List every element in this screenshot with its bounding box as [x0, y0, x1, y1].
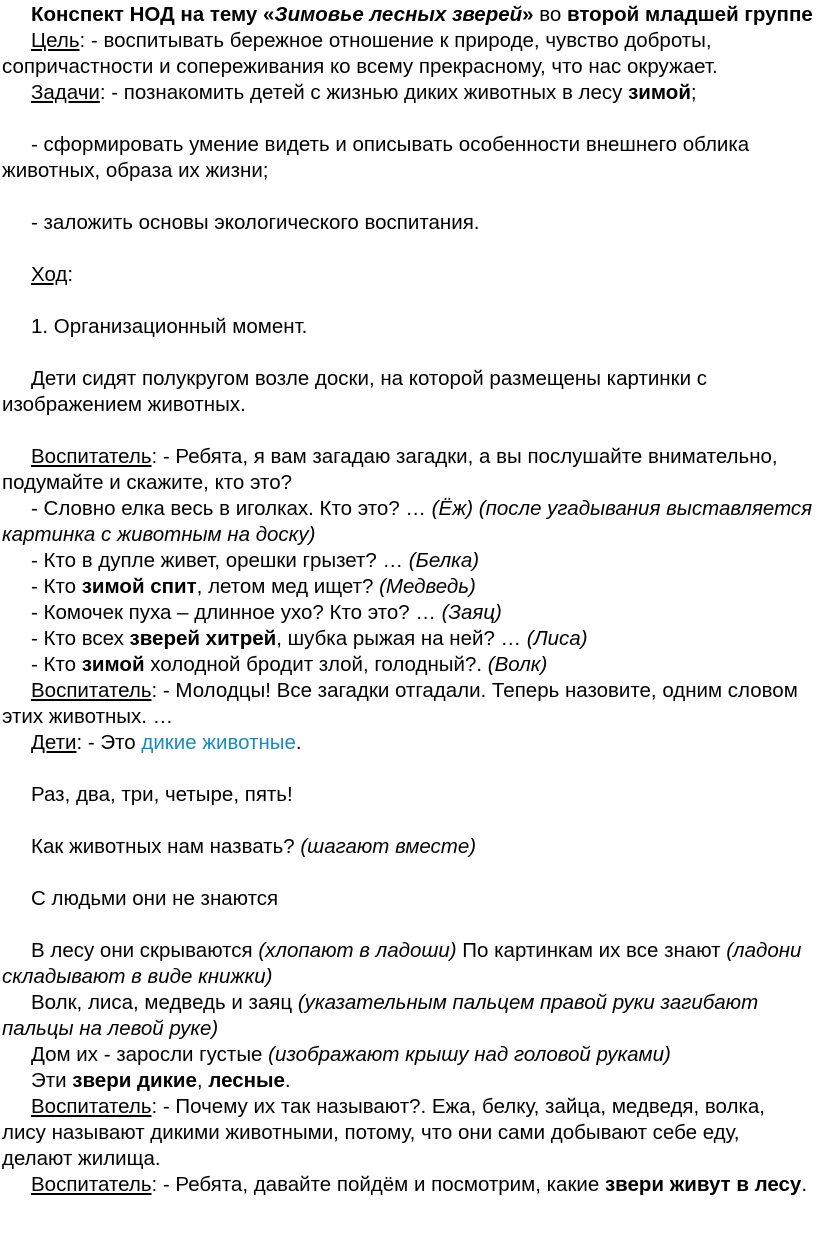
title-group: второй младшей группе	[567, 3, 813, 26]
task-item: - заложить основы экологического воспитания.	[31, 211, 480, 234]
poem-note: (указательным пальцем правой руки загибают пальцы на левой руке)	[2, 991, 759, 1040]
course-colon: :	[67, 263, 74, 286]
riddle-line	[2, 574, 814, 600]
kids-line	[2, 730, 814, 756]
poem-bold: лесные	[208, 1069, 285, 1092]
goal-label: Цель	[31, 29, 80, 52]
riddle-answer: (Заяц)	[441, 601, 502, 624]
poem-line	[2, 938, 814, 990]
speaker-label: Воспитатель	[31, 445, 152, 468]
poem-text: Эти	[31, 1069, 73, 1092]
riddle-line	[2, 548, 814, 574]
document-page	[2, 2, 814, 1198]
poem-text: Как животных нам назвать?	[31, 835, 301, 858]
poem-text: В лесу они скрываются	[31, 939, 259, 962]
poem-text: .	[284, 1069, 291, 1092]
riddle-text: - Кто	[31, 653, 82, 676]
riddle-text: - Кто	[31, 575, 82, 598]
title-part: во	[533, 3, 568, 26]
poem-bold: звери дикие	[72, 1069, 197, 1092]
poem-note: (хлопают в ладоши)	[258, 939, 457, 962]
riddle-line	[2, 652, 814, 678]
teacher-line	[2, 1094, 814, 1172]
riddle-line	[2, 496, 814, 548]
tasks-bold: зимой	[628, 81, 691, 104]
poem-text: По картинкам их все знают	[456, 939, 727, 962]
riddle-text: - Кто всех	[31, 627, 130, 650]
step-heading: 1. Организационный момент.	[31, 315, 308, 338]
riddle-text: - Словно елка весь в иголках. Кто это? …	[31, 497, 432, 520]
course-heading	[2, 262, 814, 288]
tasks-text: : - познакомить детей с жизнью диких животных в лесу	[99, 81, 629, 104]
speaker-text: : - Ребята, давайте пойдём и посмотрим, какие	[151, 1173, 605, 1196]
riddle-answer: (Белка)	[408, 549, 480, 572]
teacher-line	[2, 678, 814, 730]
teacher-line	[2, 1172, 814, 1198]
teacher-line	[2, 444, 814, 496]
title-part: »	[522, 3, 534, 26]
riddle-text: холодной бродит злой, голодный?.	[144, 653, 488, 676]
riddle-text: - Кто в дупле живет, орешки грызет? …	[31, 549, 409, 572]
riddle-bold: зимой	[81, 653, 145, 676]
poem-text: ,	[196, 1069, 209, 1092]
riddle-line	[2, 600, 814, 626]
poem-note: (ладони складывают в виде книжки)	[2, 939, 802, 988]
riddle-answer: (Волк)	[487, 653, 548, 676]
wild-animals-link[interactable]: дикие животные	[141, 731, 296, 754]
document-title	[2, 2, 814, 28]
poem-line	[2, 834, 814, 860]
riddle-bold: зимой спит	[81, 575, 197, 598]
riddle-answer: (Лиса)	[526, 627, 588, 650]
tasks-text: ;	[690, 81, 697, 104]
poem-text: Волк, лиса, медведь и заяц	[31, 991, 298, 1014]
speaker-text: .	[295, 731, 302, 754]
scene-description: Дети сидят полукругом возле доски, на которой размещены картинки с изображением животных.	[2, 367, 707, 416]
speaker-text: .	[801, 1173, 808, 1196]
speaker-label: Дети	[31, 731, 77, 754]
riddle-line	[2, 626, 814, 652]
course-label: Ход	[31, 263, 68, 286]
riddle-bold: зверей хитрей	[129, 627, 277, 650]
poem-note: (шагают вместе)	[300, 835, 477, 858]
speaker-bold: звери живут в лесу	[604, 1173, 802, 1196]
riddle-answer: (Ёж) (после угадывания выставляется картинка с животным на доску)	[2, 497, 813, 546]
tasks-paragraph	[2, 80, 814, 106]
riddle-text: , шубка рыжая на ней? …	[276, 627, 527, 650]
speaker-text: : - Ребята, я вам загадаю загадки, а вы послушайте внимательно, подумайте и скажите, кто это?	[2, 445, 778, 494]
speaker-text: : - Почему их так называют?. Ежа, белку, зайца, медведя, волка, лису называют дикими животными, потому, что они сами добывают себе еду, делают жилища.	[2, 1095, 765, 1170]
poem-note: (изображают крышу над головой руками)	[268, 1043, 671, 1066]
speaker-text: : - Молодцы! Все загадки отгадали. Теперь назовите, одним словом этих животных. …	[2, 679, 798, 728]
title-topic: Зимовье лесных зверей	[274, 3, 523, 26]
poem-line	[2, 1068, 814, 1094]
poem-line	[2, 990, 814, 1042]
speaker-label: Воспитатель	[31, 679, 152, 702]
speaker-text: : - Это	[76, 731, 142, 754]
riddle-answer: (Медведь)	[379, 575, 476, 598]
riddle-text: , летом мед ищет?	[196, 575, 380, 598]
riddle-text: - Комочек пуха – длинное ухо? Кто это? …	[31, 601, 442, 624]
speaker-label: Воспитатель	[31, 1095, 152, 1118]
title-part: Конспект НОД на тему «	[31, 3, 275, 26]
poem-line: Раз, два, три, четыре, пять!	[31, 783, 293, 806]
tasks-label: Задачи	[31, 81, 100, 104]
goal-paragraph	[2, 28, 814, 80]
task-item: - сформировать умение видеть и описывать особенности внешнего облика животных, образа их жизни;	[2, 133, 750, 182]
poem-line	[2, 1042, 814, 1068]
poem-text: Дом их - заросли густые	[31, 1043, 269, 1066]
speaker-label: Воспитатель	[31, 1173, 152, 1196]
goal-text: : - воспитывать бережное отношение к природе, чувство доброты, сопричастности и сопереживания ко всему прекрасному, что нас окружает.	[2, 29, 718, 78]
poem-line: С людьми они не знаются	[31, 887, 279, 910]
